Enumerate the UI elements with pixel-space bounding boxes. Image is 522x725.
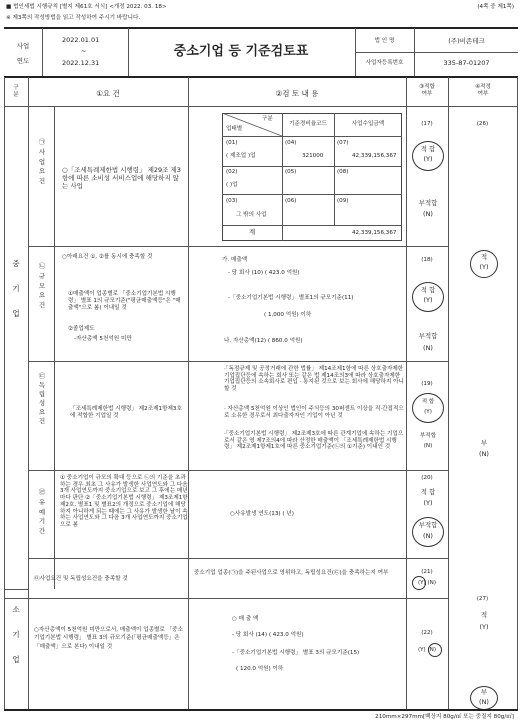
scale-fit-ok: 적 합 [420, 286, 436, 294]
header-diagonal [222, 113, 282, 136]
biz-fit-no: (17) [421, 121, 433, 127]
scale-rev-1: 가. 매출액 [222, 257, 248, 263]
indep-fit-y: (Y) [424, 409, 432, 415]
sme-total-review: 중소기업 업종(㉠)을 주된사업으로 영위하고, 독립성요건(㉢)을 충족하는지 여부 [194, 570, 389, 576]
scale-fit-y: (Y) [423, 296, 433, 304]
year-label-2: 연도 [16, 57, 30, 65]
section-scale-req: ㉡ 규 모 요 건 [38, 262, 46, 309]
scale-rev-3: -「중소기업기본법 시행령」 별표1의 규모기준(11) [228, 295, 354, 301]
biz-r3-c1: (03) [226, 198, 238, 204]
period-end: 2022.12.31 [62, 59, 100, 67]
biz-table-header-industry: 업태별 [226, 126, 243, 132]
scale-fit-no-label: 부적합 [418, 332, 438, 340]
corp-name: (주)비존테크 [448, 37, 485, 45]
period-start: 2022.01.01 [62, 36, 100, 44]
scale-judge-y: (Y) [479, 263, 489, 271]
small-judge-no: (27) [476, 596, 489, 602]
indep-fit-no-label: 부적합 [419, 433, 437, 439]
biz-no-label: 사업자등록번호 [365, 60, 404, 66]
biz-no: 335-87-01207 [443, 59, 490, 67]
indep-judge-no: 부 [480, 439, 488, 447]
scale-rev-4: ( 1,000 억원) 이하 [264, 312, 312, 318]
small-fit-no: (22) [421, 630, 433, 636]
biz-requirement: ○「조세특례제한법 시행령」 제29조 제3항에 따른 소비성 서비스업에 해당하지 않는 사업 [62, 166, 181, 191]
small-rev-1: ○ 매 출 액 [232, 616, 259, 622]
biz-r2-c2: (05) [285, 169, 297, 175]
scale-req-4: -자산총액 5천억원 미만 [74, 336, 132, 342]
section-sme: 중 기 업 [12, 259, 20, 318]
small-requirement: ○자산총액이 5천억원 미만으로서, 매출액이 업종별로 「중소기업기본법 시행령」 별표 3의 규모기준(「평균매출액등」은 「매출액」으로 본다) 이내일 것 [34, 627, 183, 650]
biz-table-header-revenue: 사업수입금액 [351, 121, 385, 127]
biz-r2-c3: (08) [337, 169, 349, 175]
col-division: 구 분 [13, 85, 19, 98]
indep-fit-circle [412, 393, 444, 423]
writing-notice: ※ 제3쪽의 작성방법을 읽고 작성하여 주시기 바랍니다. [6, 15, 141, 21]
grace-review: ○사유발생 연도(13) ( 년) [230, 511, 294, 517]
indep-fit-ok: 적 합 [421, 399, 435, 405]
form-reference: ■ 법인세법 시행규칙 [별지 제61호 서식] <개정 2022. 03. 18> [6, 4, 167, 10]
biz-r1-code: 321000 [302, 153, 324, 159]
biz-sum-value: 42,339,156,367 [352, 230, 397, 236]
section-indep-req: ㉢ 독 립 성 요 건 [38, 372, 46, 426]
biz-r1-industry: ( 제조업 )업 [226, 153, 256, 159]
indep-rev-1: ·「독점규제 및 공정거래에 관한 법률」 제14조제1항에 따른 상호출자제한기업집단등에 속하는 회사 또는 같은 법 제14조의3에 따라 상호출자제한기업집단등의 소속회사로 편입 · 통지된 것으로 보는 회사에 해당하지 아니할 것 [224, 366, 404, 393]
grace-fit-ok: 적 합 [420, 488, 436, 496]
biz-fit-y: (Y) [423, 155, 433, 163]
indep-fit-n: (N) [423, 443, 433, 449]
scale-req-3: ②졸업제도 [68, 326, 95, 332]
biz-r2-industry: ( )업 [226, 182, 238, 188]
biz-fit-n: (N) [423, 210, 433, 218]
biz-r2-c1: (02) [226, 169, 238, 175]
corp-name-label: 법 인 명 [374, 38, 395, 44]
col-requirement: ①요 건 [96, 89, 120, 98]
grace-fit-n: (N) [423, 532, 433, 540]
small-rev-4: ( 120.0 억원) 이하 [236, 666, 284, 672]
biz-fit-no-label: 부적합 [418, 199, 438, 207]
biz-judge-no: (26) [476, 121, 489, 127]
col-fit: ③적합 여부 [419, 84, 435, 97]
period-separator: ~ [81, 47, 87, 55]
page-title: 중소기업 등 기준검토표 [173, 44, 309, 59]
scale-judge-ok: 적 [480, 253, 488, 261]
scale-req-2: ①매출액이 업종별로 「중소기업기본법 시행령」 별표 1의 규모기준("평균매출액등"은 "매출액"으로 봄) 이내일 것 [68, 291, 181, 311]
col-review: ②검 토 내 용 [275, 89, 319, 98]
scale-fit-n: (N) [423, 344, 433, 352]
scale-rev-5: 나. 자산총액(12) ( 860.0 억원) [224, 338, 303, 344]
page-info: (4쪽 중 제1쪽) [477, 4, 514, 10]
biz-r3-c3: (09) [337, 198, 349, 204]
small-rev-2: - 당 회사 (14) ( 423.0 억원) [232, 632, 304, 638]
paper-spec: 210mm×297mm[백상지 80g/㎡ 또는 중질지 80g/㎡] [375, 714, 514, 720]
section-biz-req: ㉠ 사 업 요 건 [38, 138, 46, 185]
small-judge-ok: 적 [480, 611, 488, 619]
small-judge-y: (Y) [479, 623, 489, 631]
indep-rev-2: · 자산총액 5천억원 이상인 법인이 주식등의 30퍼센트 이상을 직·간접적으로 소유한 경우로서 최다출자자인 기업이 아닌 것 [224, 406, 404, 419]
indep-rev-3: ·「중소기업기본법 시행령」 제2조제3호에 따른 관계기업에 속하는 기업으로서 같은 영 제7조의4에 따라 산정한 매출액이 「조세특례제한법 시행령」 제2조제1항제1호에 따른 중소기업기준(㉡의 ①기준) 이내인 것 [224, 431, 404, 451]
biz-table-header-type: 구분 [262, 116, 273, 122]
scale-rev-2: - 당 회사 (10) ( 423.0 억원) [228, 270, 300, 276]
grace-fit-no: (20) [421, 475, 433, 481]
biz-sum-label: 계 [248, 228, 256, 236]
small-judge-no-label: 부 [480, 688, 488, 696]
indep-judge-n: (N) [479, 450, 489, 458]
biz-r3-other: 그 밖의 사업 [236, 212, 267, 218]
section-grace: ㉣ 유 예 기 간 [38, 488, 46, 535]
scale-fit-no: (18) [421, 257, 433, 263]
sme-total-fit-yn: (Y) (N) [417, 580, 437, 586]
small-rev-3: -「중소기업기본법 시행령」 별표 3의 규모기준(15) [232, 650, 360, 656]
biz-fit-ok: 적 합 [420, 145, 436, 153]
small-fit-yn: (Y) (N) [417, 647, 437, 653]
scale-req-1: ○아래요건 ①, ②를 동시에 충족할 것 [62, 254, 153, 260]
col-fit-judge: ④적정 여부 [475, 84, 491, 97]
biz-r3-c2: (06) [285, 198, 297, 204]
grace-fit-y: (Y) [423, 499, 433, 507]
biz-r1-c3: (07) [337, 140, 349, 146]
indep-requirement: 「조세특례제한법 시행령」 제2조제1항제3호에 적합한 기업일 것 [70, 406, 182, 419]
year-label-1: 사업 [16, 42, 30, 50]
grace-requirement: ① 중소기업이 규모의 확대 등으로 ㉡의 기준을 초과하는 경우 최초 그 사유가 발생한 사업연도와 그 다음 3개 사업연도까지 중소기업으로 보고 그 후에는 매년마다 판단 ②「중소기업기본법 시행령」 제3조제1항제2호, 별표1 및 별표2의 개정으로 중소기업에 해당하지 아니하게 되는 때에는 그 사유가 발생한 날이 속하는 사업연도와 그 다음 3개 사업연도까지 중소기업으로 봄 [60, 475, 188, 528]
biz-r1-revenue: 42,339,156,367 [352, 153, 397, 159]
sme-total-requirement: ㉤사업요건 및 독립성요건을 충족할 것 [34, 576, 128, 582]
biz-table-header-code: 기준경비율코드 [289, 121, 327, 127]
sme-total-fit-no: (21) [421, 569, 433, 575]
indep-fit-no: (19) [421, 381, 433, 387]
grace-fit-no-label: 부적합 [418, 521, 438, 529]
section-small: 소 기 업 [12, 605, 20, 664]
biz-r1-c2: (04) [285, 140, 297, 146]
biz-r1-c1: (01) [226, 140, 238, 146]
small-judge-n: (N) [479, 698, 489, 706]
